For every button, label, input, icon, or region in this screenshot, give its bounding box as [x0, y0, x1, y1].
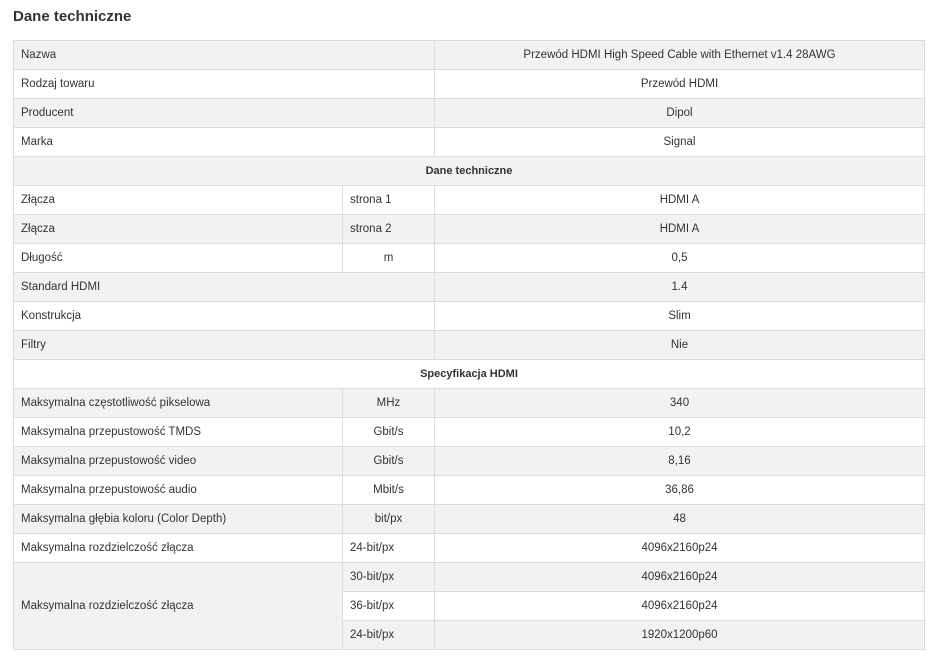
row-label: Maksymalna częstotliwość pikselowa	[14, 389, 343, 418]
row-unit: Gbit/s	[343, 418, 435, 447]
table-row	[14, 186, 925, 215]
row-value: 10,2	[435, 418, 925, 447]
row-value: 0,5	[435, 244, 925, 273]
table-row	[14, 534, 925, 563]
section-row	[14, 157, 925, 186]
table-row	[14, 447, 925, 476]
table-row	[14, 563, 925, 592]
row-unit: strona 1	[343, 186, 435, 215]
row-unit: 36-bit/px	[343, 592, 435, 621]
table-row	[14, 70, 925, 99]
row-value: 1920x1200p60	[435, 621, 925, 650]
row-value: Nie	[435, 331, 925, 360]
row-value: 4096x2160p24	[435, 563, 925, 592]
row-value: HDMI A	[435, 186, 925, 215]
row-value: 340	[435, 389, 925, 418]
row-label: Maksymalna przepustowość TMDS	[14, 418, 343, 447]
table-row	[14, 273, 925, 302]
row-label: Nazwa	[14, 41, 435, 70]
row-value: Signal	[435, 128, 925, 157]
row-unit: MHz	[343, 389, 435, 418]
row-unit: 30-bit/px	[343, 563, 435, 592]
row-label: Filtry	[14, 331, 435, 360]
row-unit: 24-bit/px	[343, 534, 435, 563]
table-row	[14, 99, 925, 128]
row-label: Maksymalna rozdzielczość złącza	[14, 563, 343, 650]
row-unit: Mbit/s	[343, 476, 435, 505]
row-value: HDMI A	[435, 215, 925, 244]
page-title: Dane techniczne	[13, 8, 132, 25]
row-label: Długość	[14, 244, 343, 273]
section-heading: Specyfikacja HDMI	[14, 360, 925, 389]
row-label: Konstrukcja	[14, 302, 435, 331]
row-unit: strona 2	[343, 215, 435, 244]
table-row	[14, 215, 925, 244]
row-unit: 24-bit/px	[343, 621, 435, 650]
table-row	[14, 128, 925, 157]
row-label: Producent	[14, 99, 435, 128]
table-row	[14, 244, 925, 273]
row-label: Standard HDMI	[14, 273, 435, 302]
table-row	[14, 331, 925, 360]
row-value: Slim	[435, 302, 925, 331]
row-value: 4096x2160p24	[435, 534, 925, 563]
row-label: Maksymalna głębia koloru (Color Depth)	[14, 505, 343, 534]
row-value: 8,16	[435, 447, 925, 476]
table-row	[14, 505, 925, 534]
row-label: Maksymalna przepustowość audio	[14, 476, 343, 505]
row-unit: m	[343, 244, 435, 273]
row-value: Dipol	[435, 99, 925, 128]
row-label: Rodzaj towaru	[14, 70, 435, 99]
row-value: 4096x2160p24	[435, 592, 925, 621]
row-label: Złącza	[14, 215, 343, 244]
table-row	[14, 418, 925, 447]
table-row	[14, 302, 925, 331]
row-value: 1.4	[435, 273, 925, 302]
specs-table	[13, 40, 925, 650]
row-value: Przewód HDMI High Speed Cable with Ethernet v1.4 28AWG	[435, 41, 925, 70]
table-row	[14, 41, 925, 70]
row-label: Maksymalna przepustowość video	[14, 447, 343, 476]
row-label: Maksymalna rozdzielczość złącza	[14, 534, 343, 563]
table-row	[14, 389, 925, 418]
row-value: Przewód HDMI	[435, 70, 925, 99]
row-unit: bit/px	[343, 505, 435, 534]
section-row	[14, 360, 925, 389]
table-row	[14, 476, 925, 505]
row-label: Złącza	[14, 186, 343, 215]
row-value: 36,86	[435, 476, 925, 505]
row-value: 48	[435, 505, 925, 534]
section-heading: Dane techniczne	[14, 157, 925, 186]
row-label: Marka	[14, 128, 435, 157]
row-unit: Gbit/s	[343, 447, 435, 476]
